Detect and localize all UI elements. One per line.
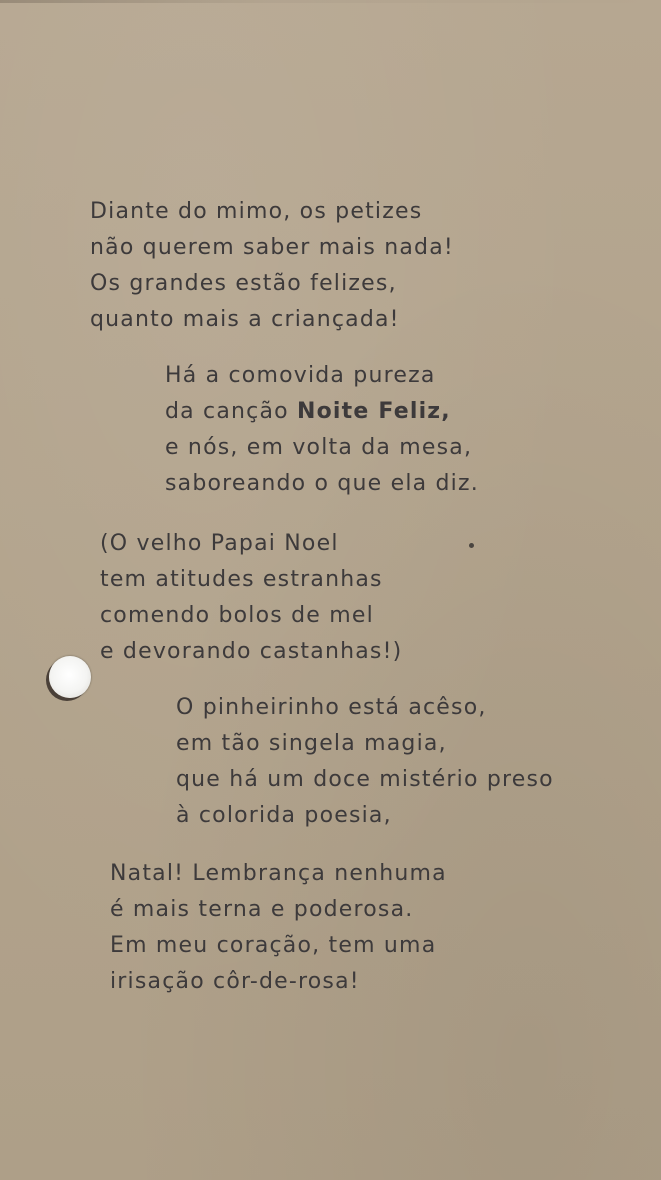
poem-line-text: da canção xyxy=(165,399,297,424)
poem-line: não querem saber mais nada! xyxy=(90,235,454,260)
punch-hole xyxy=(49,656,91,698)
poem-line: é mais terna e poderosa. xyxy=(110,897,414,922)
poem-line: que há um doce mistério preso xyxy=(176,767,554,792)
paper-edge xyxy=(0,0,661,3)
poem-line: quanto mais a criançada! xyxy=(90,307,400,332)
stanza-1 xyxy=(90,194,454,338)
poem-line: comendo bolos de mel xyxy=(100,603,374,628)
poem-line: O pinheirinho está acêso, xyxy=(176,695,487,720)
poem-line: Os grandes estão felizes, xyxy=(90,271,397,296)
poem-line: em tão singela magia, xyxy=(176,731,447,756)
poem-line: Natal! Lembrança nenhuma xyxy=(110,861,447,886)
poem-line: tem atitudes estranhas xyxy=(100,567,383,592)
stanza-5 xyxy=(110,856,447,1000)
poem-line: e devorando castanhas!) xyxy=(100,639,403,664)
poem-line: irisação côr-de-rosa! xyxy=(110,969,360,994)
poem-line: saboreando o que ela diz. xyxy=(165,471,479,496)
poem-line: Há a comovida pureza xyxy=(165,363,436,388)
paper-speck xyxy=(469,543,474,548)
poem-line: Diante do mimo, os petizes xyxy=(90,199,423,224)
stanza-4 xyxy=(176,690,554,834)
stanza-2 xyxy=(165,358,479,502)
song-title: Noite Feliz, xyxy=(297,399,451,424)
poem-line xyxy=(165,394,479,430)
poem-line: à colorida poesia, xyxy=(176,803,392,828)
stanza-3 xyxy=(100,526,402,670)
poem-line: e nós, em volta da mesa, xyxy=(165,435,473,460)
poem-line: (O velho Papai Noel xyxy=(100,531,339,556)
poem-line: Em meu coração, tem uma xyxy=(110,933,437,958)
